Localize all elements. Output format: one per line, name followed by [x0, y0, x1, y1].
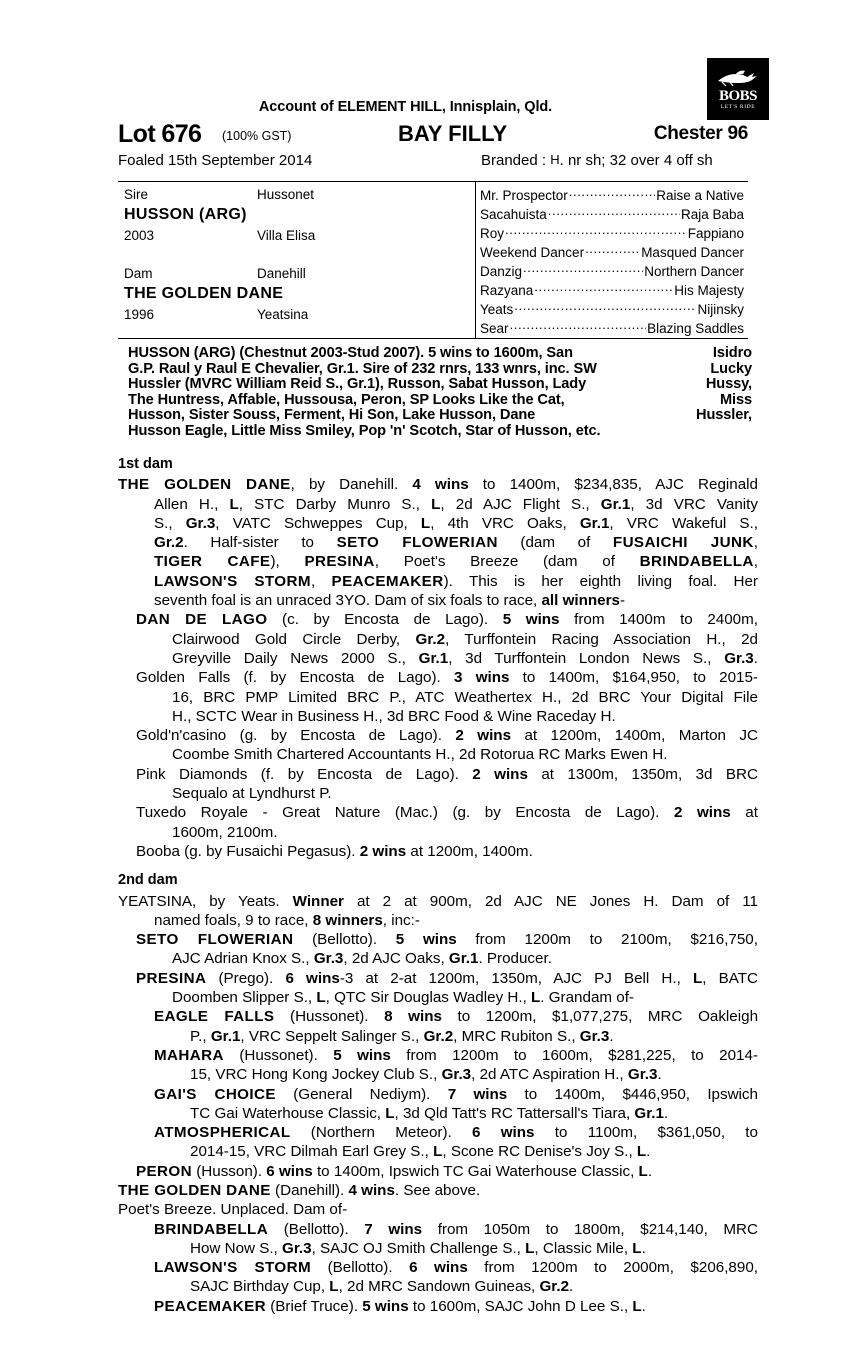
- leader-dots: [534, 281, 673, 295]
- third-gen-row: [480, 186, 744, 203]
- plain-text: (Brief Truce).: [266, 1297, 363, 1315]
- plain-text: , 4th VRC Oaks,: [430, 514, 580, 532]
- third-gen-dam: Masqued Dancer: [641, 244, 744, 260]
- plain-text: YEATSINA, by Yeats.: [118, 892, 293, 910]
- plain-text: Sequalo at Lyndhurst P.: [172, 785, 332, 803]
- emphasis-text: 8 winners: [312, 911, 383, 929]
- sire-paragraph-line: Husson, Sister Souss, Ferment, Hi Son, Lake Husson, Dane Hussler,: [128, 407, 752, 424]
- emphasis-text: 7 wins: [364, 1220, 423, 1238]
- plain-text: (c. by Encosta de Lago).: [267, 611, 503, 629]
- bobs-logo-tagline: LET'S RIDE: [720, 103, 756, 110]
- emphasis-text: Gr.3: [313, 950, 344, 968]
- pedigree-line: [118, 514, 758, 533]
- emphasis-text: L: [692, 969, 703, 987]
- third-gen-sire: Weekend Dancer: [480, 244, 585, 260]
- emphasis-text: 2 wins: [472, 765, 528, 783]
- dam-label: Dam: [124, 266, 153, 281]
- third-gen-row: [480, 224, 744, 241]
- horse-name: ATMOSPHERICAL: [154, 1124, 291, 1142]
- third-gen-sire: Yeats: [480, 301, 514, 317]
- plain-text: , VRC Seppelt Salinger S.,: [240, 1027, 424, 1045]
- gst-note: (100% GST): [222, 129, 292, 143]
- emphasis-text: Gr.3: [185, 514, 216, 532]
- pedigree-line: [118, 1027, 758, 1046]
- emphasis-text: 5 wins: [333, 1046, 391, 1064]
- emphasis-text: Gr.2: [423, 1027, 454, 1045]
- emphasis-text: Gr.2: [539, 1278, 570, 1296]
- pedigree-body: [118, 455, 758, 1316]
- emphasis-text: L: [229, 495, 239, 513]
- plain-text: , 2d MRC Sandown Guineas,: [338, 1278, 540, 1296]
- plain-text: (Bellotto).: [268, 1220, 365, 1238]
- plain-text: .: [753, 649, 758, 667]
- pedigree-line: [118, 1258, 758, 1277]
- plain-text: from 1400m to 2400m,: [559, 611, 758, 629]
- plain-text: , Poet's Breeze (dam of: [374, 553, 640, 571]
- bobs-logo-word: BOBS: [718, 87, 758, 104]
- plain-text: from 1200m to 2000m, $206,890,: [467, 1259, 758, 1277]
- emphasis-text: L: [525, 1239, 535, 1257]
- pedigree-line: [118, 1104, 758, 1123]
- pedigree-line: [118, 949, 758, 968]
- emphasis-text: L: [385, 1104, 395, 1122]
- sire-summary-paragraph: [128, 346, 752, 440]
- plain-text: from 1200m to 1600m, $281,225, to 2014-: [390, 1046, 759, 1064]
- pedigree-line: [118, 803, 758, 822]
- emphasis-text: 4 wins: [412, 476, 469, 494]
- emphasis-text: 4 wins: [348, 1181, 395, 1199]
- plain-text: at 2 at 900m, 2d AJC NE Jones H. Dam of 11: [343, 892, 759, 910]
- plain-text: -3 at 2-at 1200m, 1350m, AJC PJ Bell H.,: [339, 969, 693, 987]
- horse-name: PEACEMAKER: [154, 1297, 267, 1315]
- pedigree-line: [118, 1239, 758, 1258]
- plain-text: .: [641, 1297, 646, 1315]
- account-line: Account of ELEMENT HILL, Innisplain, Qld.: [258, 99, 553, 115]
- leader-dots: [510, 319, 647, 333]
- emphasis-text: 6 wins: [472, 1124, 535, 1142]
- third-gen-row: [480, 319, 744, 336]
- plain-text: -: [619, 592, 626, 610]
- pedigree-line: [118, 649, 758, 668]
- plain-text: Gold'n'casino (g. by Encosta de Lago).: [136, 727, 456, 745]
- plain-text: TC Gai Waterhouse Classic,: [190, 1104, 386, 1122]
- third-gen-sire: Sear: [480, 320, 509, 336]
- horse-name: PEACEMAKER: [331, 572, 444, 590]
- emphasis-text: 6 wins: [409, 1259, 468, 1277]
- plain-text: seventh foal is an unraced 3YO. Dam of six foals to race,: [154, 592, 542, 610]
- sire-paragraph-line: HUSSON (ARG) (Chestnut 2003-Stud 2007). 5 wins to 1600m, San Isidro: [128, 345, 752, 361]
- sire-paragraph-line: G.P. Raul y Raul E Chevalier, Gr.1. Sire of 232 rnrs, 133 wnrs, inc. SW Lucky: [128, 360, 752, 377]
- pedigree-line: [118, 591, 758, 610]
- emphasis-text: Gr.1: [418, 649, 449, 667]
- emphasis-text: 5 wins: [395, 931, 457, 949]
- plain-text: to 1200m, $1,077,275, MRC Oakleigh: [441, 1008, 759, 1026]
- sire-label: Sire: [124, 187, 149, 202]
- plain-text: ,: [753, 534, 758, 552]
- pedigree-line: [118, 892, 758, 911]
- emphasis-text: L: [316, 989, 326, 1007]
- horse-name: LAWSON'S STORM: [154, 1259, 312, 1277]
- foaled-branded-row: [118, 152, 748, 174]
- leader-dots: [505, 224, 687, 238]
- pedigree-line: [118, 668, 758, 687]
- sire-sire: Hussonet: [257, 187, 315, 202]
- pedigree-line: [118, 745, 758, 764]
- emphasis-text: Gr.1: [579, 514, 610, 532]
- pedigree-line: [118, 495, 758, 514]
- plain-text: , Turffontein Racing Association H., 2d: [445, 630, 758, 648]
- plain-text: .: [569, 1278, 574, 1296]
- branded-description: [481, 152, 713, 169]
- pedigree-line: [118, 1181, 758, 1200]
- sire-paragraph-line: The Huntress, Affable, Hussousa, Peron, SP Looks Like the Cat, Miss: [128, 391, 752, 408]
- plain-text: to 1100m, $361,050, to: [534, 1124, 758, 1142]
- pedigree-line: [118, 842, 758, 861]
- leader-dots: [548, 205, 680, 219]
- emphasis-text: L: [632, 1239, 642, 1257]
- emphasis-text: 8 wins: [384, 1008, 442, 1026]
- emphasis-text: 2 wins: [455, 727, 512, 745]
- horse-name: BRINDABELLA: [154, 1220, 269, 1238]
- plain-text: at 1300m, 1350m, 3d BRC: [527, 765, 758, 783]
- horse-name: PRESINA: [304, 553, 375, 571]
- emphasis-text: 6 wins: [285, 969, 340, 987]
- pedigree-line: [118, 1007, 758, 1026]
- pedigree-line: [118, 1065, 758, 1084]
- plain-text: SAJC Birthday Cup,: [190, 1278, 330, 1296]
- emphasis-text: 6 wins: [266, 1162, 313, 1180]
- plain-text: Doomben Slipper S.,: [172, 989, 317, 1007]
- pedigree-line: [118, 630, 758, 649]
- plain-text: .: [657, 1066, 662, 1084]
- plain-text: Poet's Breeze. Unplaced. Dam of-: [118, 1201, 348, 1219]
- plain-text: .: [663, 1104, 669, 1122]
- plain-text: , 3d Qld Tatt's RC Tattersall's Tiara,: [394, 1104, 635, 1122]
- third-gen-sire: Roy: [480, 225, 505, 241]
- plain-text: , SAJC OJ Smith Challenge S.,: [311, 1239, 526, 1257]
- emphasis-text: 2 wins: [359, 842, 407, 860]
- emphasis-text: 5 wins: [362, 1297, 409, 1315]
- emphasis-text: Gr.1: [634, 1104, 664, 1122]
- branded-label: Branded :: [481, 152, 551, 169]
- plain-text: (Northern Meteor).: [290, 1124, 473, 1142]
- pedigree-line: [118, 610, 758, 629]
- horse-name: BRINDABELLA: [639, 553, 754, 571]
- pedigree-line: [118, 988, 758, 1007]
- third-gen-row: [480, 205, 744, 222]
- pedigree-table: [118, 181, 748, 339]
- plain-text: , MRC Rubiton S.,: [453, 1027, 580, 1045]
- plain-text: . Half-sister to: [183, 534, 337, 552]
- third-gen-sire: Sacahuista: [480, 206, 547, 222]
- emphasis-text: Gr.1: [448, 950, 479, 968]
- plain-text: named foals, 9 to race,: [154, 911, 313, 929]
- plain-text: to 1400m, $164,950, to 2015-: [509, 669, 758, 687]
- plain-text: , 2d AJC Oaks,: [343, 950, 449, 968]
- plain-text: to 1600m, SAJC John D Lee S.,: [408, 1297, 633, 1315]
- sire-name: HUSSON (ARG): [124, 206, 247, 223]
- plain-text: .: [609, 1027, 614, 1045]
- plain-text: (Hussonet).: [223, 1046, 334, 1064]
- sire-dam: Villa Elisa: [257, 228, 316, 243]
- emphasis-text: L: [632, 1297, 642, 1315]
- pedigree-line: [118, 1220, 758, 1239]
- third-gen-sire: Danzig: [480, 263, 523, 279]
- pedigree-line: [118, 688, 758, 707]
- horse-name: LAWSON'S STORM: [154, 572, 311, 590]
- plain-text: , 2d ATC Aspiration H.,: [471, 1066, 628, 1084]
- plain-text: (Husson).: [192, 1162, 267, 1180]
- plain-text: to 1400m, $446,950, Ipswich: [507, 1085, 758, 1103]
- pedigree-line: [118, 1162, 758, 1181]
- sex-and-colour: BAY FILLY: [398, 121, 508, 146]
- plain-text: (General Nediym).: [275, 1085, 448, 1103]
- lot-number: Lot 676: [118, 120, 202, 148]
- plain-text: (Prego).: [206, 969, 286, 987]
- plain-text: , STC Darby Munro S.,: [238, 495, 432, 513]
- third-gen-dam: Northern Dancer: [644, 263, 744, 279]
- dam-name: THE GOLDEN DANE: [124, 285, 284, 302]
- pedigree-line: [118, 552, 758, 571]
- emphasis-text: Gr.3: [724, 649, 754, 667]
- plain-text: at 1200m, 1400m.: [406, 842, 533, 860]
- plain-text: , 3d Turffontein London News S.,: [448, 649, 725, 667]
- pedigree-line: [118, 1297, 758, 1316]
- plain-text: Coombe Smith Chartered Accountants H., 2d Rotorua RC Marks Ewen H.: [172, 746, 668, 764]
- pedigree-line: [118, 1085, 758, 1104]
- plain-text: S.,: [154, 514, 186, 532]
- plain-text: at 1200m, 1400m, Marton JC: [511, 727, 758, 745]
- emphasis-text: L: [636, 1143, 647, 1161]
- emphasis-text: L: [638, 1162, 648, 1180]
- horse-name: THE GOLDEN DANE: [118, 1181, 271, 1199]
- leader-dots: [523, 262, 643, 276]
- plain-text: 16, BRC PMP Limited BRC P., ATC Weathertex H., 2d BRC Your Digital File: [172, 688, 758, 706]
- plain-text: P.,: [190, 1027, 211, 1045]
- brand-glyph: H: [550, 152, 560, 167]
- second-dam-heading: 2nd dam: [118, 872, 178, 889]
- emphasis-text: Gr.2: [154, 534, 184, 552]
- plain-text: How Now S.,: [190, 1239, 282, 1257]
- pedigree-line: [118, 707, 758, 726]
- horse-name: DAN DE LAGO: [136, 611, 268, 629]
- plain-text: Pink Diamonds (f. by Encosta de Lago).: [136, 765, 473, 783]
- horse-name: MAHARA: [154, 1046, 224, 1064]
- plain-text: .: [641, 1239, 646, 1257]
- emphasis-text: 7 wins: [447, 1085, 508, 1103]
- emphasis-text: L: [420, 514, 431, 532]
- emphasis-text: L: [431, 495, 441, 513]
- emphasis-text: Gr.3: [579, 1027, 610, 1045]
- pedigree-line: [118, 533, 758, 552]
- horse-name: TIGER CAFE: [154, 553, 271, 571]
- third-gen-row: [480, 300, 744, 317]
- plain-text: from 1200m to 2100m, $216,750,: [456, 931, 758, 949]
- second-dam-entries: [118, 892, 758, 1317]
- plain-text: , BATC: [702, 969, 758, 987]
- third-gen-dam: Fappiano: [687, 225, 744, 241]
- plain-text: Booba (g. by Fusaichi Pegasus).: [136, 842, 360, 860]
- horse-name: EAGLE FALLS: [154, 1008, 275, 1026]
- pedigree-left-column: [118, 182, 476, 338]
- pedigree-line: [118, 969, 758, 988]
- plain-text: at: [730, 804, 758, 822]
- plain-text: , QTC Sir Douglas Wadley H.,: [325, 989, 532, 1007]
- first-dam-heading: 1st dam: [118, 456, 173, 472]
- horse-name: PERON: [136, 1162, 193, 1180]
- third-gen-dam: Nijinsky: [697, 301, 744, 317]
- plain-text: .: [646, 1143, 651, 1161]
- plain-text: from 1050m to 1800m, $214,140, MRC: [422, 1220, 758, 1238]
- horse-name: PRESINA: [136, 969, 207, 987]
- farm-reference: Chester 96: [653, 123, 748, 144]
- plain-text: , Classic Mile,: [534, 1239, 633, 1257]
- dam-dam: Yeatsina: [257, 307, 309, 322]
- horse-name: THE GOLDEN DANE: [118, 476, 291, 494]
- foaled-date: Foaled 15th September 2014: [118, 152, 313, 169]
- emphasis-text: Gr.3: [441, 1066, 472, 1084]
- pedigree-line: [118, 1142, 758, 1161]
- plain-text: . Producer.: [478, 950, 552, 968]
- sire-year: 2003: [124, 228, 155, 243]
- pedigree-line: [118, 1277, 758, 1296]
- plain-text: . Grandam of-: [540, 989, 634, 1007]
- emphasis-text: L: [531, 989, 541, 1007]
- sire-paragraph-line: Hussler (MVRC William Reid S., Gr.1), Russon, Sabat Husson, Lady Hussy,: [128, 376, 752, 393]
- emphasis-text: all winners: [541, 592, 620, 610]
- plain-text: . See above.: [394, 1181, 481, 1199]
- horse-name: SETO FLOWERIAN: [136, 931, 294, 949]
- branded-rest: . nr sh; 32 over 4 off sh: [559, 152, 713, 169]
- lot-title-row: [118, 120, 748, 150]
- horse-jockey-icon: [716, 68, 760, 88]
- emphasis-text: L: [433, 1143, 443, 1161]
- plain-text: , 3d VRC Vanity: [630, 495, 758, 513]
- pedigree-line: [118, 765, 758, 784]
- plain-text: to 1400m, $234,835, AJC Reginald: [468, 476, 758, 494]
- third-gen-dam: Blazing Saddles: [647, 320, 744, 336]
- third-gen-row: [480, 243, 744, 260]
- plain-text: ,: [753, 553, 758, 571]
- plain-text: , by Danehill.: [290, 476, 413, 494]
- third-gen-dam: Raja Baba: [680, 206, 744, 222]
- emphasis-text: Gr.2: [415, 630, 446, 648]
- plain-text: to 1400m, Ipswich TC Gai Waterhouse Classic,: [312, 1162, 639, 1180]
- third-gen-sire: Mr. Prospector: [480, 187, 568, 203]
- third-gen-row: [480, 281, 744, 298]
- plain-text: ). This is her eighth living foal. Her: [443, 572, 758, 590]
- horse-name: FUSAICHI JUNK: [612, 534, 754, 552]
- plain-text: ,: [310, 572, 332, 590]
- pedigree-line: [118, 1200, 758, 1219]
- plain-text: (dam of: [497, 534, 613, 552]
- pedigree-right-column: [476, 182, 748, 338]
- plain-text: 2014-15, VRC Dilmah Earl Grey S.,: [190, 1143, 434, 1161]
- third-gen-row: [480, 262, 744, 279]
- plain-text: AJC Adrian Knox S.,: [172, 950, 314, 968]
- plain-text: 1600m, 2100m.: [172, 823, 278, 841]
- emphasis-text: 5 wins: [502, 611, 560, 629]
- plain-text: .: [647, 1162, 653, 1180]
- plain-text: , 2d AJC Flight S.,: [440, 495, 601, 513]
- plain-text: Greyville Daily News 2000 S.,: [172, 649, 419, 667]
- emphasis-text: 3 wins: [454, 669, 510, 687]
- plain-text: , Scone RC Denise's Joy S.,: [442, 1143, 637, 1161]
- horse-name: SETO FLOWERIAN: [336, 534, 498, 552]
- emphasis-text: Gr.3: [282, 1239, 312, 1257]
- first-dam-entries: [118, 475, 758, 861]
- third-gen-sire: Razyana: [480, 282, 534, 298]
- pedigree-line: [118, 823, 758, 842]
- plain-text: (Danehill).: [270, 1181, 349, 1199]
- emphasis-text: L: [329, 1278, 339, 1296]
- pedigree-line: [118, 930, 758, 949]
- dam-year: 1996: [124, 307, 155, 322]
- pedigree-line: [118, 726, 758, 745]
- plain-text: Clairwood Gold Circle Derby,: [172, 630, 416, 648]
- plain-text: Allen H.,: [154, 495, 230, 513]
- horse-name: GAI'S CHOICE: [154, 1085, 276, 1103]
- plain-text: , VATC Schweppes Cup,: [215, 514, 421, 532]
- emphasis-text: Gr.1: [210, 1027, 241, 1045]
- bobs-logo: [707, 58, 769, 120]
- emphasis-text: 2 wins: [673, 804, 731, 822]
- plain-text: Tuxedo Royale - Great Nature (Mac.) (g. by Encosta de Lago).: [136, 804, 674, 822]
- plain-text: H., SCTC Wear in Business H., 3d BRC Food & Wine Raceday H.: [172, 707, 616, 725]
- pedigree-line: [118, 475, 758, 494]
- plain-text: (Bellotto).: [311, 1259, 410, 1277]
- leader-dots: [569, 186, 655, 200]
- plain-text: 15, VRC Hong Kong Jockey Club S.,: [190, 1066, 442, 1084]
- third-gen-dam: Raise a Native: [656, 187, 744, 203]
- plain-text: (Bellotto).: [293, 931, 396, 949]
- plain-text: Golden Falls (f. by Encosta de Lago).: [136, 669, 455, 687]
- pedigree-line: [118, 784, 758, 803]
- pedigree-line: [118, 1046, 758, 1065]
- third-gen-dam: His Majesty: [674, 282, 744, 298]
- sire-paragraph-line: Husson Eagle, Little Miss Smiley, Pop 'n' Scotch, Star of Husson, etc.: [128, 422, 601, 439]
- emphasis-text: Gr.3: [627, 1066, 658, 1084]
- plain-text: (Hussonet).: [274, 1008, 385, 1026]
- plain-text: , VRC Wakeful S.,: [609, 514, 758, 532]
- leader-dots: [514, 300, 696, 314]
- emphasis-text: Gr.1: [600, 495, 631, 513]
- pedigree-line: [118, 572, 758, 591]
- emphasis-text: Winner: [292, 892, 344, 910]
- plain-text: ),: [270, 553, 305, 571]
- plain-text: , inc:-: [382, 911, 420, 929]
- leader-dots: [585, 243, 640, 257]
- pedigree-line: [118, 1123, 758, 1142]
- pedigree-line: [118, 911, 758, 930]
- dam-sire: Danehill: [257, 266, 306, 281]
